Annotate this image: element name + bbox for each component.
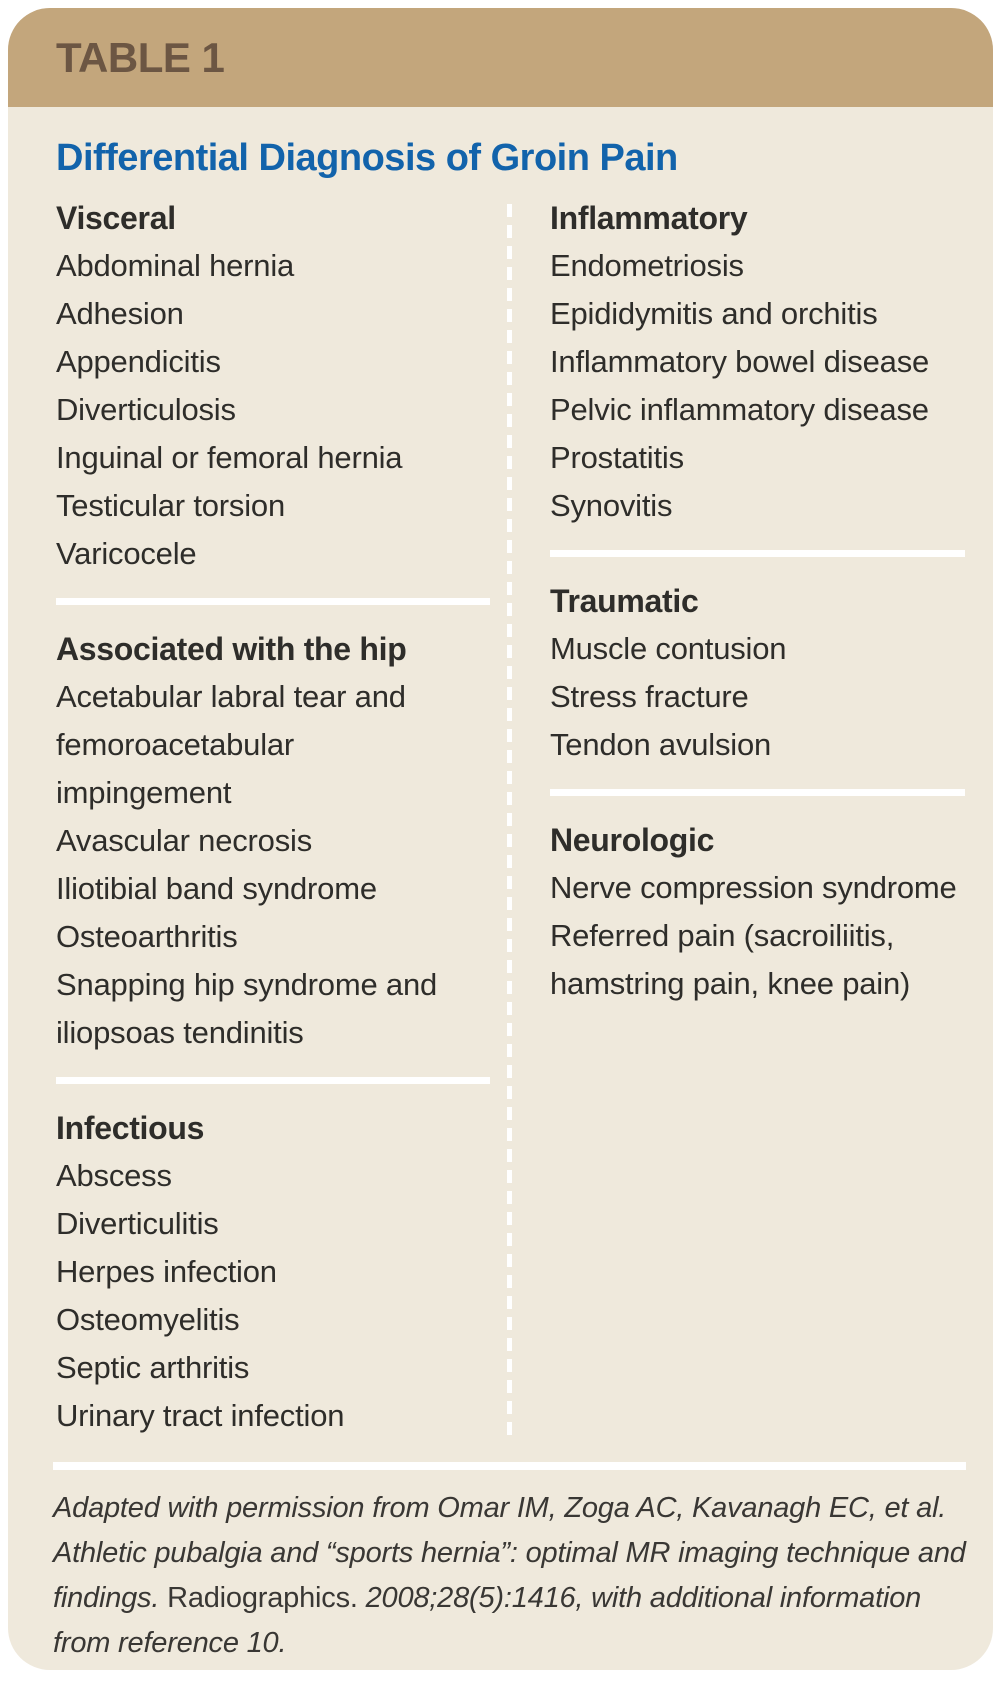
list-item: Abscess <box>56 1158 172 1193</box>
list-item: Testicular torsion <box>56 488 285 523</box>
table-header-bar <box>8 8 993 107</box>
list-item: Referred pain (sacroiliitis, hamstring pain, knee pain) <box>550 918 911 1001</box>
list-item: Abdominal hernia <box>56 248 295 283</box>
column-divider-dashed <box>507 204 512 1442</box>
list-item: Urinary tract infection <box>56 1398 345 1433</box>
list-item: Pelvic inflammatory disease <box>550 392 929 427</box>
list-item: Osteoarthritis <box>56 919 238 954</box>
column-left <box>56 194 466 1462</box>
list-item: Endometriosis <box>550 248 744 283</box>
list-item: Stress fracture <box>550 679 749 714</box>
list-item: Osteomyelitis <box>56 1302 240 1337</box>
section-divider <box>550 789 965 796</box>
list-item: Iliotibial band syndrome <box>56 871 377 906</box>
list-item: Synovitis <box>550 488 673 523</box>
section-divider <box>550 550 965 557</box>
section-heading-infectious: Infectious <box>56 1110 205 1146</box>
section-divider <box>56 598 490 605</box>
list-item: Acetabular labral tear and femoroacetabular impingement <box>56 679 406 810</box>
footnote-journal-name: Radiographics. <box>167 1582 358 1614</box>
list-item: Epididymitis and orchitis <box>550 296 878 331</box>
footnote-citation-continued: 2008;28(5):1416, with additional information from reference 10. <box>53 1582 922 1659</box>
section-infectious <box>56 1104 466 1440</box>
table-card <box>8 8 993 1670</box>
list-item: Septic arthritis <box>56 1350 250 1385</box>
list-item: Tendon avulsion <box>550 727 772 762</box>
list-item: Adhesion <box>56 296 184 331</box>
list-item: Snapping hip syndrome and iliopsoas tendinitis <box>56 967 438 1050</box>
table-title: Differential Diagnosis of Groin Pain <box>56 137 678 179</box>
section-neurologic <box>550 816 965 1008</box>
section-divider <box>56 1077 490 1084</box>
list-item: Inguinal or femoral hernia <box>56 440 403 475</box>
section-heading-inflammatory: Inflammatory <box>550 200 748 236</box>
section-inflammatory <box>550 194 965 530</box>
section-heading-traumatic: Traumatic <box>550 583 699 619</box>
list-item: Nerve compression syndrome <box>550 870 957 905</box>
section-heading-associated-with-the-hip: Associated with the hip <box>56 631 407 667</box>
columns <box>51 194 957 1462</box>
list-item: Inflammatory bowel disease <box>550 344 930 379</box>
footnote-divider <box>53 1462 966 1470</box>
column-right <box>550 194 965 1462</box>
section-visceral <box>56 194 466 578</box>
footnote <box>53 1486 969 1666</box>
list-item: Diverticulitis <box>56 1206 219 1241</box>
table-label: TABLE 1 <box>56 33 225 81</box>
list-item: Muscle contusion <box>550 631 787 666</box>
section-heading-neurologic: Neurologic <box>550 822 715 858</box>
list-item: Diverticulosis <box>56 392 236 427</box>
list-item: Varicocele <box>56 536 197 571</box>
table-body <box>8 107 993 1666</box>
list-item: Prostatitis <box>550 440 684 475</box>
list-item: Herpes infection <box>56 1254 277 1289</box>
list-item: Avascular necrosis <box>56 823 312 858</box>
footnote-citation-text: Adapted with permission from Omar IM, Zoga AC, Kavanagh EC, et al. Athletic pubalgia and “sports hernia”: optimal MR imaging technique and findings. <box>53 1492 966 1614</box>
section-traumatic <box>550 577 965 769</box>
section-heading-visceral: Visceral <box>56 200 176 236</box>
section-associated-with-the-hip <box>56 625 466 1057</box>
list-item: Appendicitis <box>56 344 221 379</box>
